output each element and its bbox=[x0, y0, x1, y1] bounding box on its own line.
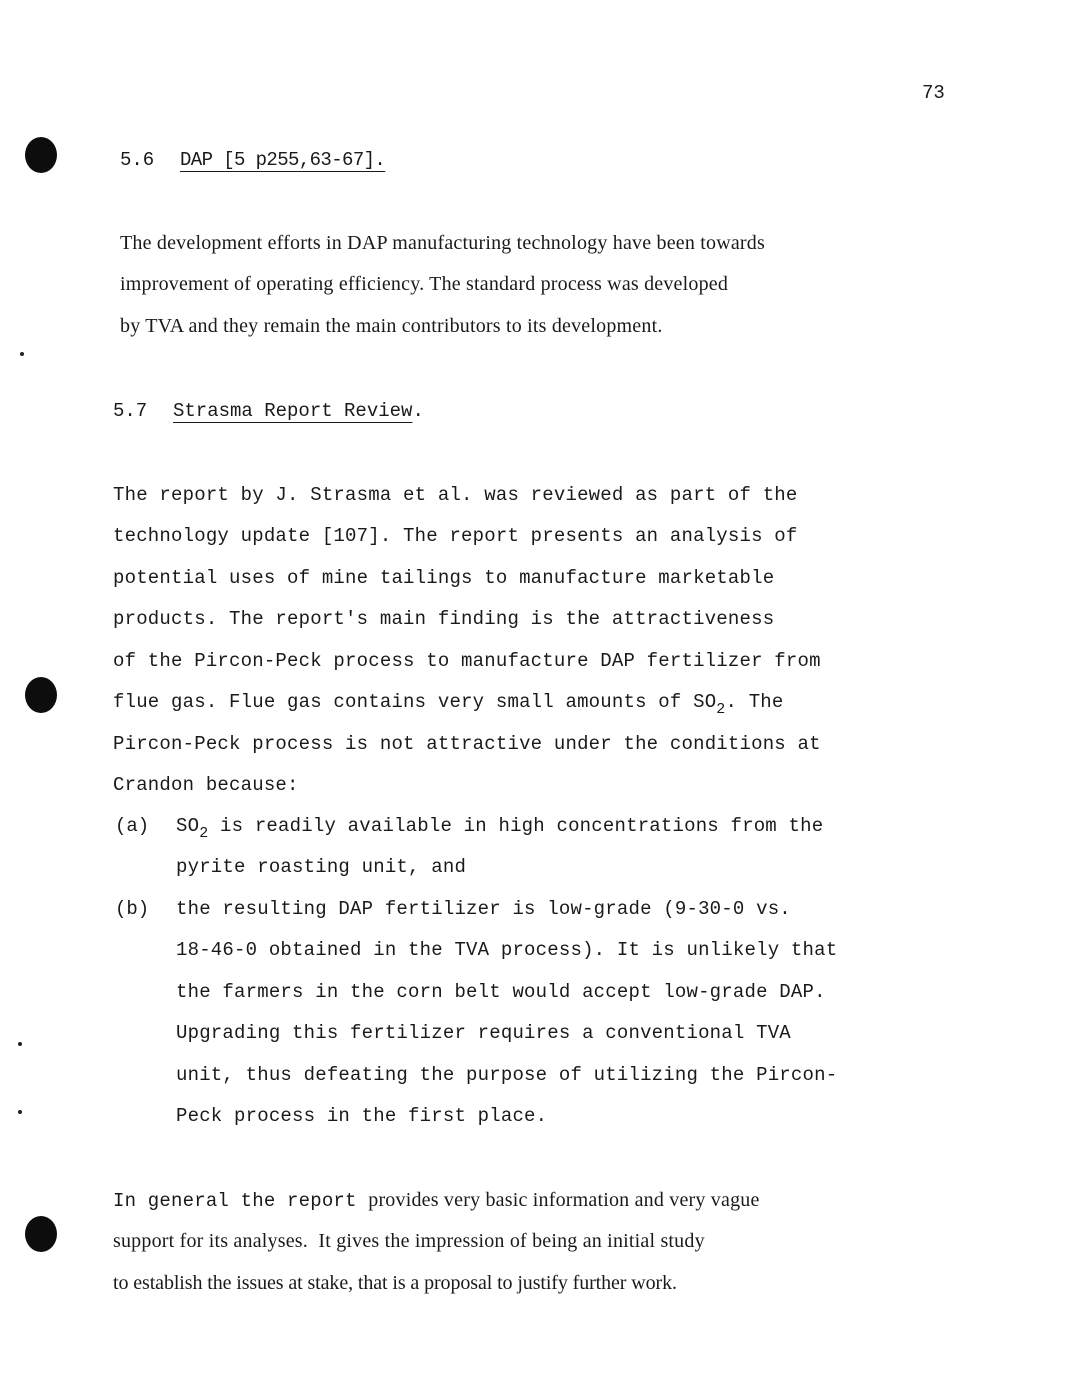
punch-hole-bottom bbox=[25, 1216, 57, 1252]
paragraph-line: improvement of operating efficiency. The standard process was developed bbox=[120, 273, 729, 295]
list-item-label: (a) bbox=[115, 815, 150, 837]
margin-speck bbox=[18, 1110, 22, 1114]
text-span: flue gas. Flue gas contains very small amounts of SO bbox=[113, 691, 717, 713]
subscript: 2 bbox=[716, 701, 726, 718]
section-title-period: . bbox=[412, 400, 424, 422]
paragraph-line: technology update [107]. The report presents an analysis of bbox=[113, 525, 798, 547]
paragraph-line: The report by J. Strasma et al. was reviewed as part of the bbox=[113, 484, 798, 506]
list-item-line: the resulting DAP fertilizer is low-grade (9-30-0 vs. bbox=[176, 898, 791, 920]
section-number: 5.7 bbox=[113, 400, 148, 422]
subscript: 2 bbox=[199, 825, 209, 842]
list-item-line: Peck process in the first place. bbox=[176, 1105, 548, 1127]
paragraph-line: products. The report's main finding is the attractiveness bbox=[113, 608, 775, 630]
text-span: In general the report bbox=[113, 1190, 369, 1212]
paragraph-line: The development efforts in DAP manufacturing technology have been towards bbox=[120, 232, 765, 254]
punch-hole-top bbox=[25, 137, 57, 173]
text-span: SO bbox=[176, 815, 200, 837]
text-span: support for its analyses. bbox=[113, 1230, 319, 1252]
list-item-line: unit, thus defeating the purpose of utilizing the Pircon- bbox=[176, 1064, 838, 1086]
list-item-line bbox=[176, 815, 824, 842]
paragraph-line: by TVA and they remain the main contributors to its development. bbox=[120, 315, 663, 337]
paragraph-line: to establish the issues at stake, that is a proposal to justify further work. bbox=[113, 1272, 677, 1294]
page-number: 73 bbox=[922, 82, 945, 104]
section-number: 5.6 bbox=[120, 149, 155, 171]
paragraph-line: of the Pircon-Peck process to manufacture DAP fertilizer from bbox=[113, 650, 821, 672]
list-item-line: pyrite roasting unit, and bbox=[176, 856, 467, 878]
section-title: DAP [5 p255,63-67]. bbox=[180, 149, 386, 171]
paragraph-line: Pircon-Peck process is not attractive under the conditions at bbox=[113, 733, 821, 755]
list-item-label: (b) bbox=[115, 898, 150, 920]
section-heading-5-7 bbox=[113, 400, 424, 422]
paragraph-line: Crandon because: bbox=[113, 774, 299, 796]
list-item-line: the farmers in the corn belt would accept low-grade DAP. bbox=[176, 981, 826, 1003]
margin-speck bbox=[18, 1042, 22, 1046]
paragraph-line: potential uses of mine tailings to manufacture marketable bbox=[113, 567, 775, 589]
list-item-line: 18-46-0 obtained in the TVA process). It is unlikely that bbox=[176, 939, 838, 961]
section-title: Strasma Report Review bbox=[173, 400, 413, 422]
text-span: is readily available in high concentrations from the bbox=[208, 815, 824, 837]
paragraph-line bbox=[113, 691, 784, 718]
paragraph-line bbox=[113, 1230, 705, 1253]
text-span: It gives the impression of being an initial study bbox=[318, 1230, 705, 1252]
punch-hole-middle bbox=[25, 677, 57, 713]
margin-speck bbox=[20, 352, 24, 356]
paragraph-line bbox=[113, 1189, 760, 1212]
list-item-line: Upgrading this fertilizer requires a conventional TVA bbox=[176, 1022, 791, 1044]
section-heading-5-6 bbox=[120, 149, 385, 171]
text-span: . The bbox=[725, 691, 784, 713]
text-span: provides very basic information and very vague bbox=[368, 1189, 760, 1211]
